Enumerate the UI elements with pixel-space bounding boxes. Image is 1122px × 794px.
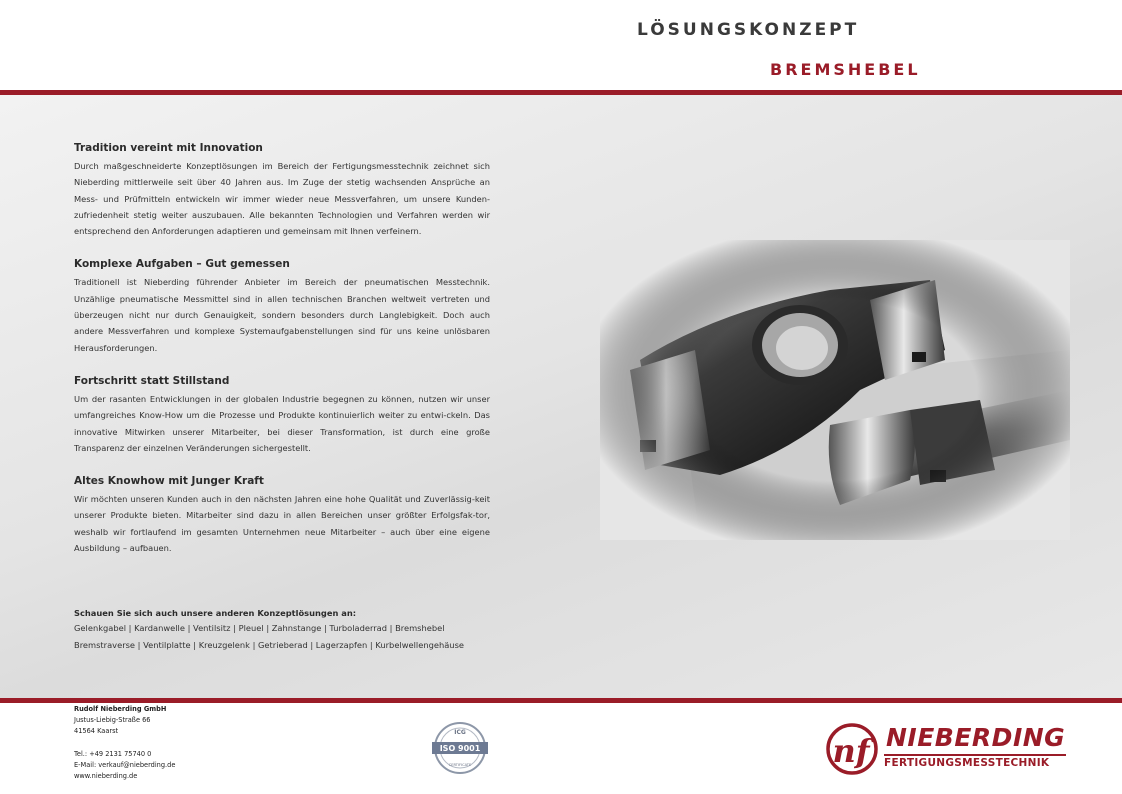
- section-fortschritt: [74, 375, 490, 456]
- logo-tagline: FERTIGUNGSMESSTECHNIK: [884, 757, 1050, 769]
- nf-monogram-icon: [824, 722, 882, 776]
- logo-underline: [884, 754, 1066, 756]
- text-column: [74, 142, 490, 575]
- iso-badge-label: ISO 9001: [439, 744, 481, 753]
- page-subtitle: BREMSHEBEL: [770, 60, 921, 79]
- section-body: Traditionell ist Nieberding führender Anbieter im Bereich der pneumatischen Messtechnik. Unzählige pneumatische Messmittel sind in allen technischen Branchen weltweit vertreten und überzeugen nicht nur durch Genauigkeit, sondern besonders durch Langlebigkeit. Doch auch andere Messverfahren und komplexe Systemaufgabenstellungen sind für uns keine unlösbaren Herausforderungen.: [74, 277, 490, 353]
- more-concepts-list-2: Bremstraverse | Ventilplatte | Kreuzgelenk | Getrieberad | Lagerzapfen | Kurbelwellengehäuse: [74, 639, 464, 650]
- section-tradition: [74, 142, 490, 239]
- iso-badge-bottom: CERTIFICATE: [448, 763, 472, 767]
- section-body: Um der rasanten Entwicklungen in der globalen Industrie begegnen zu können, nutzen wir unser umfangreiches Know-How um die Prozesse und Produkte kontinuierlich weiter zu entwi-ckeln. Das innovative Mitwirken unserer Mitarbeiter, bei dieser Transformation, ist durch eine große Transparenz der einzelnen Veränderungen sichergestellt.: [74, 393, 490, 453]
- brake-lever-photo: [600, 240, 1070, 540]
- section-heading: Altes Knowhow mit Junger Kraft: [74, 475, 264, 488]
- company-phone: Tel.: +49 2131 75740 0: [74, 749, 152, 758]
- company-street: Justus-Liebig-Straße 66: [74, 716, 151, 725]
- company-website[interactable]: www.nieberding.de: [74, 772, 138, 781]
- company-address: [74, 704, 175, 782]
- company-name: Rudolf Nieberding GmbH: [74, 705, 167, 713]
- section-body: Wir möchten unseren Kunden auch in den nächsten Jahren eine hohe Qualität und Zuverlässig-keit unserer Produkte bieten. Mitarbeiter sind dazu in allen Bereichen unser größter Erfolgsfak-tor, weshalb wir fortlaufend im gesamten Unternehmen neue Mitarbeiter – auch über eine eigene Ausbildung – aufbauen.: [74, 494, 490, 554]
- iso-badge-top: ICG: [454, 729, 466, 736]
- section-heading: Fortschritt statt Stillstand: [74, 374, 230, 387]
- page-header: [0, 0, 1122, 92]
- iso-9001-badge: [430, 720, 490, 776]
- company-email[interactable]: E-Mail: verkauf@nieberding.de: [74, 760, 176, 769]
- more-concepts: [74, 606, 504, 653]
- page-title: LÖSUNGSKONZEPT: [637, 20, 860, 40]
- section-body: Durch maßgeschneiderte Konzeptlösungen im Bereich der Fertigungsmesstechnik zeichnet sich Nieberding mittlerweile seit über 40 Jahren aus. Im Zuge der stetig wachsenden Ansprüche an Mess- und Prüfmitteln entwickeln wir immer wieder neue Messverfahren, um unsere Kunden-zufriedenheit stetig weiter auszubauen. Alle bekannten Technologien und Verfahren werden wir entsprechend den Anforderungen adaptieren und gemeinsam mit Ihnen verfeinern.: [74, 161, 490, 237]
- logo-name: NIEBERDING: [886, 723, 1066, 752]
- section-heading: Komplexe Aufgaben – Gut gemessen: [74, 258, 290, 271]
- company-city: 41564 Kaarst: [74, 727, 119, 736]
- section-heading: Tradition vereint mit Innovation: [74, 142, 263, 154]
- section-altes-knowhow: [74, 475, 490, 556]
- logo-monogram: nf: [832, 732, 870, 770]
- section-komplexe-aufgaben: [74, 258, 490, 355]
- nieberding-logo: [824, 722, 1069, 776]
- more-concepts-heading: Schauen Sie sich auch unsere anderen Konzeptlösungen an:: [74, 608, 357, 618]
- more-concepts-list-1: Gelenkgabel | Kardanwelle | Ventilsitz | Pleuel | Zahnstange | Turboladerrad | Bremshebel: [74, 623, 445, 633]
